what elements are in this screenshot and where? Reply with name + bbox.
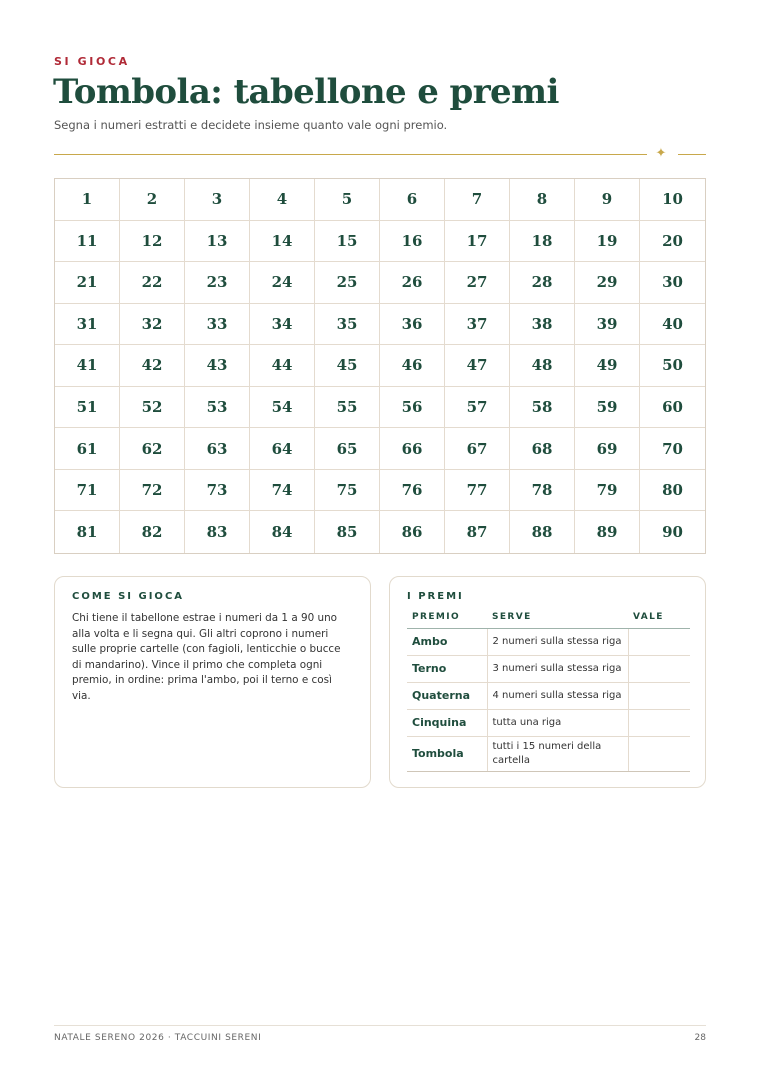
rules-card-title: COME SI GIOCA [72, 591, 185, 602]
prize-name: Terno [407, 656, 487, 683]
board-number-cell[interactable]: 45 [315, 345, 380, 387]
board-number-cell[interactable]: 54 [250, 387, 315, 429]
prize-requirement: tutti i 15 numeri della cartella [487, 737, 628, 772]
board-number-cell[interactable]: 15 [315, 221, 380, 263]
prize-value-field[interactable] [628, 683, 690, 710]
board-number-cell[interactable]: 64 [250, 428, 315, 470]
board-number-cell[interactable]: 66 [380, 428, 445, 470]
board-number-cell[interactable]: 81 [55, 511, 120, 553]
board-number-cell[interactable]: 75 [315, 470, 380, 512]
board-number-cell[interactable]: 23 [185, 262, 250, 304]
board-number-cell[interactable]: 83 [185, 511, 250, 553]
board-number-cell[interactable]: 42 [120, 345, 185, 387]
board-number-cell[interactable]: 32 [120, 304, 185, 346]
board-number-cell[interactable]: 62 [120, 428, 185, 470]
board-number-cell[interactable]: 19 [575, 221, 640, 263]
prize-name: Tombola [407, 737, 487, 772]
prize-name: Ambo [407, 629, 487, 656]
prize-requirement: 4 numeri sulla stessa riga [487, 683, 628, 710]
header-premio: PREMIO [407, 608, 487, 629]
board-number-cell[interactable]: 24 [250, 262, 315, 304]
board-number-cell[interactable]: 70 [640, 428, 705, 470]
board-number-cell[interactable]: 72 [120, 470, 185, 512]
board-number-cell[interactable]: 27 [445, 262, 510, 304]
board-number-cell[interactable]: 10 [640, 179, 705, 221]
prizes-table [407, 608, 690, 772]
divider-rule-tail [678, 154, 706, 155]
prizes-card-title: I PREMI [407, 591, 464, 602]
prize-value-field[interactable] [628, 656, 690, 683]
board-number-cell[interactable]: 86 [380, 511, 445, 553]
board-number-cell[interactable]: 5 [315, 179, 380, 221]
board-number-cell[interactable]: 47 [445, 345, 510, 387]
board-number-cell[interactable]: 11 [55, 221, 120, 263]
board-number-cell[interactable]: 44 [250, 345, 315, 387]
board-number-cell[interactable]: 76 [380, 470, 445, 512]
board-number-cell[interactable]: 21 [55, 262, 120, 304]
prize-row-cinquina [407, 710, 690, 737]
board-number-cell[interactable]: 67 [445, 428, 510, 470]
board-number-cell[interactable]: 14 [250, 221, 315, 263]
prize-name: Quaterna [407, 683, 487, 710]
prize-value-field[interactable] [628, 710, 690, 737]
board-number-cell[interactable]: 74 [250, 470, 315, 512]
prize-value-field[interactable] [628, 629, 690, 656]
board-number-cell[interactable]: 35 [315, 304, 380, 346]
rules-card [54, 576, 371, 788]
board-number-cell[interactable]: 65 [315, 428, 380, 470]
footer-divider [54, 1025, 706, 1026]
board-number-cell[interactable]: 17 [445, 221, 510, 263]
board-number-cell[interactable]: 79 [575, 470, 640, 512]
prize-requirement: 3 numeri sulla stessa riga [487, 656, 628, 683]
header-vale: VALE [628, 608, 690, 629]
board-number-cell[interactable]: 38 [510, 304, 575, 346]
board-number-cell[interactable]: 46 [380, 345, 445, 387]
prize-requirement: tutta una riga [487, 710, 628, 737]
board-number-cell[interactable]: 82 [120, 511, 185, 553]
board-number-cell[interactable]: 1 [55, 179, 120, 221]
board-number-cell[interactable]: 89 [575, 511, 640, 553]
board-number-cell[interactable]: 71 [55, 470, 120, 512]
board-number-cell[interactable]: 40 [640, 304, 705, 346]
board-number-cell[interactable]: 4 [250, 179, 315, 221]
board-number-cell[interactable]: 53 [185, 387, 250, 429]
board-number-cell[interactable]: 48 [510, 345, 575, 387]
board-number-cell[interactable]: 20 [640, 221, 705, 263]
board-number-cell[interactable]: 13 [185, 221, 250, 263]
board-number-cell[interactable]: 88 [510, 511, 575, 553]
prize-value-field[interactable] [628, 737, 690, 772]
prize-row-ambo [407, 629, 690, 656]
board-number-cell[interactable]: 39 [575, 304, 640, 346]
header-serve: SERVE [487, 608, 628, 629]
sparkle-star-icon: ✦ [655, 146, 667, 161]
board-number-cell[interactable]: 7 [445, 179, 510, 221]
board-number-cell[interactable]: 26 [380, 262, 445, 304]
board-number-cell[interactable]: 80 [640, 470, 705, 512]
board-number-cell[interactable]: 49 [575, 345, 640, 387]
board-number-cell[interactable]: 34 [250, 304, 315, 346]
board-number-cell[interactable]: 29 [575, 262, 640, 304]
board-number-cell[interactable]: 50 [640, 345, 705, 387]
board-number-cell[interactable]: 78 [510, 470, 575, 512]
board-number-cell[interactable]: 63 [185, 428, 250, 470]
tombola-board [54, 178, 706, 554]
board-number-cell[interactable]: 9 [575, 179, 640, 221]
board-number-cell[interactable]: 59 [575, 387, 640, 429]
board-number-cell[interactable]: 22 [120, 262, 185, 304]
board-number-cell[interactable]: 51 [55, 387, 120, 429]
board-number-cell[interactable]: 18 [510, 221, 575, 263]
board-number-cell[interactable]: 30 [640, 262, 705, 304]
board-number-cell[interactable]: 84 [250, 511, 315, 553]
section-kicker: SI GIOCA [54, 55, 130, 68]
page-title: Tombola: tabellone e premi [53, 72, 559, 112]
board-number-cell[interactable]: 16 [380, 221, 445, 263]
board-number-cell[interactable]: 37 [445, 304, 510, 346]
prize-name: Cinquina [407, 710, 487, 737]
prizes-header-row [407, 608, 690, 629]
board-number-cell[interactable]: 87 [445, 511, 510, 553]
footer-publication: NATALE SERENO 2026 · TACCUINI SERENI [54, 1033, 262, 1043]
board-number-cell[interactable]: 43 [185, 345, 250, 387]
board-number-cell[interactable]: 3 [185, 179, 250, 221]
board-number-cell[interactable]: 60 [640, 387, 705, 429]
board-number-cell[interactable]: 6 [380, 179, 445, 221]
board-number-cell[interactable]: 77 [445, 470, 510, 512]
board-number-cell[interactable]: 8 [510, 179, 575, 221]
prize-row-terno [407, 656, 690, 683]
prize-row-tombola [407, 737, 690, 772]
board-number-cell[interactable]: 12 [120, 221, 185, 263]
board-number-cell[interactable]: 68 [510, 428, 575, 470]
page-number: 28 [694, 1033, 706, 1043]
divider-rule [54, 154, 647, 155]
board-number-cell[interactable]: 52 [120, 387, 185, 429]
board-number-cell[interactable]: 69 [575, 428, 640, 470]
board-number-cell[interactable]: 57 [445, 387, 510, 429]
board-number-cell[interactable]: 41 [55, 345, 120, 387]
board-number-cell[interactable]: 33 [185, 304, 250, 346]
board-number-cell[interactable]: 36 [380, 304, 445, 346]
board-number-cell[interactable]: 31 [55, 304, 120, 346]
board-number-cell[interactable]: 28 [510, 262, 575, 304]
board-number-cell[interactable]: 55 [315, 387, 380, 429]
page-subtitle: Segna i numeri estratti e decidete insieme quanto vale ogni premio. [54, 118, 448, 132]
board-number-cell[interactable]: 73 [185, 470, 250, 512]
board-number-cell[interactable]: 90 [662, 523, 683, 542]
prize-requirement: 2 numeri sulla stessa riga [487, 629, 628, 656]
board-number-cell[interactable]: 25 [315, 262, 380, 304]
board-number-cell[interactable]: 85 [315, 511, 380, 553]
rules-text: Chi tiene il tabellone estrae i numeri da 1 a 90 uno alla volta e li segna qui. Gli altri coprono i numeri sulle proprie cartelle (con fagioli, lenticchie o bucce di mandarino). Vince il primo che completa ogni premio, in ordine: prima l'ambo, poi il terno e così via. [72, 612, 341, 702]
board-number-cell[interactable]: 56 [380, 387, 445, 429]
board-number-cell[interactable]: 58 [510, 387, 575, 429]
prizes-card [389, 576, 706, 788]
board-number-cell[interactable]: 2 [120, 179, 185, 221]
prize-row-quaterna [407, 683, 690, 710]
board-number-cell[interactable]: 61 [55, 428, 120, 470]
